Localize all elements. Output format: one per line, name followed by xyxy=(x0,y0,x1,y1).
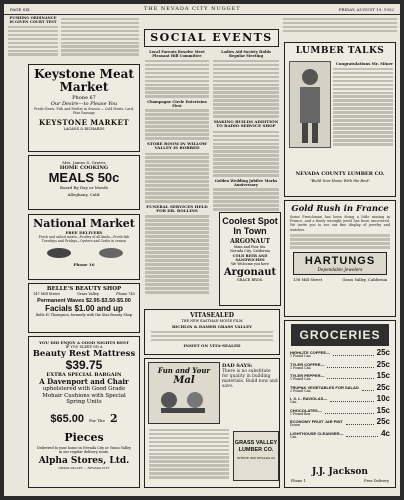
cartoon-title: Fun and Your xyxy=(157,366,211,375)
grocery-item-unit: 1 Pound Can xyxy=(290,365,311,370)
grocery-item-name: ECONOMY FRUIT JAR PINT xyxy=(290,419,343,424)
ad-title: BELLE'S BEAUTY SHOP xyxy=(46,286,122,292)
newspaper-page xyxy=(4,4,400,496)
article-text xyxy=(8,26,58,56)
ad-title: VITASEALED xyxy=(190,312,234,319)
dad-says xyxy=(222,363,278,389)
headline: Champagne Circle Entertains First xyxy=(147,99,207,108)
dad-says-body: There is no substitute for quality in building materials. Build now and save. xyxy=(222,369,278,389)
leader-dots xyxy=(325,407,374,414)
ad-body: upholstered with Good Grade Mohair Cushions with Special Spring Units xyxy=(42,386,126,405)
ad-store-name: J.J. Jackson xyxy=(312,467,368,477)
hartungs-ad xyxy=(284,200,396,317)
grocery-item xyxy=(290,360,390,370)
grocery-item xyxy=(290,417,390,427)
grocery-price-list xyxy=(285,348,395,439)
argonaut-ad xyxy=(219,212,281,306)
article-text xyxy=(61,18,139,56)
article-text xyxy=(145,215,209,293)
vitasealed-ad xyxy=(144,309,280,355)
ad-board-line: Board By Day or Month xyxy=(60,185,108,190)
leader-dots xyxy=(327,361,373,368)
ad-special: EXTRA SPECIAL BARGAIN xyxy=(46,372,122,378)
grocery-item-unit: Can xyxy=(290,434,297,439)
grocery-item xyxy=(290,383,390,393)
ad-city: Alleghany, Calif. xyxy=(67,192,101,197)
ad-city: Grass Valley, California xyxy=(342,276,387,282)
grocery-item-name: HIGHLITE COFFEE— xyxy=(290,350,330,355)
ad-davenport: A Davenport and Chair xyxy=(39,377,129,386)
ad-subtitle: THE NEW EASTMAN MOVIE FILM xyxy=(181,319,243,323)
grocery-item-price: 10c xyxy=(376,394,390,403)
headline: MAKING BUILDS ADDITION TO RADIO SERVICE SHOP xyxy=(213,118,279,129)
ad-phone: Phone 1 xyxy=(291,479,306,483)
ad-title: Gold Rush in France xyxy=(291,204,389,214)
grocery-item xyxy=(290,406,390,416)
ad-city: Nevada City, California xyxy=(230,249,270,253)
grocery-item-name: TYLER COFFEE— xyxy=(290,361,325,367)
leader-dots xyxy=(346,418,374,425)
article-text xyxy=(283,18,397,32)
headline: FUNERAL SERVICES HELD FOR DR. ROLLINS xyxy=(146,203,208,214)
ad-address: Main and Pine Sts. xyxy=(233,245,267,249)
article-text xyxy=(213,131,279,177)
beauty-shop-ad xyxy=(28,283,140,333)
ad-title: Coolest Spot In Town xyxy=(222,216,278,236)
ad-offer: COLD BEER AND SANDWICHES xyxy=(232,254,268,262)
ad-tagline: Our Desire—to Please You xyxy=(50,101,118,107)
lumber-sign xyxy=(233,431,279,481)
headline: Ladies Aid Society Holds Regular Meeting xyxy=(221,50,271,58)
ad-price-2: $65.00 xyxy=(50,412,85,425)
page-header xyxy=(4,4,400,15)
lumber-talks-ad xyxy=(284,42,396,197)
headline: Local Parents Resolve Meet Pleasant Hill Committee xyxy=(149,50,205,58)
grocery-item-unit: 1 Pound Can xyxy=(290,377,311,381)
ad-owner-name: Mrs. James S. Graves xyxy=(62,160,106,165)
ad-footer xyxy=(291,479,389,483)
ad-phone: Phone 16 xyxy=(73,262,95,268)
grocery-item-price: 25c xyxy=(376,382,390,392)
dad-says-title: DAD SAYS: xyxy=(222,363,253,369)
ad-title: National Market xyxy=(33,217,135,230)
ad-meals-price: MEALS 50c xyxy=(48,170,120,185)
grocery-item-price: 15c xyxy=(376,371,390,380)
masthead: THE NEVADA CITY NUGGET xyxy=(144,6,241,12)
ad-subtitle: HOME COOKING xyxy=(59,165,109,171)
ad-lead: YOU DID ENJOY A GOOD NIGHTS REST xyxy=(39,340,129,345)
ad-name: ARGONAUT xyxy=(230,238,270,245)
ad-city: Grass Valley xyxy=(77,292,99,296)
jeweler-logo xyxy=(293,252,387,275)
ad-insist: INSIST ON VITA-SEALED xyxy=(183,342,241,348)
ad-text xyxy=(285,234,395,248)
ad-address: 138 Mill Street xyxy=(293,276,323,282)
ad-body: Fresh and salted meats—Poultry of all kinds—Fresh fish Tuesdays and Fridays—Oysters and Crabs in season xyxy=(38,235,130,243)
livestock-illustration xyxy=(29,244,140,262)
ad-phone: Phone 67 xyxy=(72,95,96,101)
ad-store-sub: GRASS VALLEY — NEVADA CITY xyxy=(58,465,110,470)
lumber-text xyxy=(333,61,393,147)
ad-lead-2: IF YOU SLEEP ON A xyxy=(65,345,103,349)
ad-body: Fresh Meats, Fish and Poultry in Season — Cold Meats, Lard, Fine Sausage xyxy=(34,107,134,115)
grocery-item-name: TYLER PEPPER— xyxy=(290,373,325,378)
grocery-item xyxy=(290,394,390,404)
grocery-item-unit: 2 Pound Can xyxy=(290,388,311,393)
cartoon-illustration xyxy=(149,386,217,414)
ad-permanent-waves: Permanent Waves $2.95-$3.50-$5.00 xyxy=(37,298,131,304)
ad-store-name: KEYSTONE MARKET xyxy=(38,118,130,128)
ad-text xyxy=(145,331,279,341)
article-text xyxy=(213,60,279,118)
leader-dots xyxy=(330,395,373,402)
groceries-ad xyxy=(284,320,396,488)
keystone-meat-market-ad xyxy=(28,64,140,152)
news-column-left-2 xyxy=(61,16,139,57)
ad-free-delivery: FREE DELIVERY xyxy=(65,230,103,235)
headline: STORE ROOM IN WILLOW VALLEY IS ROBBED xyxy=(146,140,208,151)
ad-address-row xyxy=(29,292,139,296)
leader-dots xyxy=(362,384,374,391)
cartoon-word: Mal xyxy=(173,375,195,386)
jeweler-name: HARTUNGS xyxy=(304,254,376,267)
ad-phone: Phone 740 xyxy=(116,292,135,296)
grass-valley-lumber-ad xyxy=(144,358,280,488)
jeweler-tagline: Dependable Jewelers xyxy=(317,266,363,272)
article-text xyxy=(145,60,209,98)
ad-store-line: RICHLIN & DAMER GRASS VALLEY xyxy=(171,324,252,329)
groceries-banner xyxy=(291,324,389,346)
social-events-banner xyxy=(144,29,279,47)
lumber-subtitle: Congratulations Mr. Miner xyxy=(335,61,393,66)
grocery-item-unit: 1 Pound Box xyxy=(290,411,311,416)
grocery-item-unit: Can xyxy=(290,400,297,404)
headline: Golden Wedding Jubilee Marks Anniversary xyxy=(214,178,278,187)
ad-for-the: For The xyxy=(89,417,105,423)
ad-address: 147 Mill Street xyxy=(33,292,60,296)
grocery-item-price: 25c xyxy=(376,417,390,426)
sign-name: GRASS VALLEY LUMBER CO. xyxy=(234,440,278,453)
social-column-1 xyxy=(145,50,209,295)
ad-owner: GRACE BROS. xyxy=(236,278,264,282)
ad-note: Belle H. Thompson, formerly with the Star Beauty Shop xyxy=(35,313,133,317)
grocery-item-name: I. X. L. RAVIOLAS— xyxy=(290,396,328,401)
article-text xyxy=(145,109,209,139)
grocery-item-price: 25c xyxy=(376,359,390,369)
ad-address-row xyxy=(285,275,395,284)
grocery-item-unit: Dozen xyxy=(290,423,301,427)
ad-text xyxy=(149,427,229,480)
ad-welcome: We Welcome you here xyxy=(231,262,269,266)
ad-product: Beauty Rest Mattress xyxy=(32,349,136,359)
ad-free-delivery: Free Delivery xyxy=(364,479,389,483)
lumber-illustration xyxy=(289,61,331,148)
issue-date: FRIDAY, AUGUST 19, 1932 xyxy=(338,7,394,12)
sign-phone: PHONE 999 NEVADA 60 xyxy=(237,456,275,460)
grocery-item xyxy=(290,429,390,439)
alpha-stores-ad xyxy=(28,336,140,488)
grocery-item xyxy=(290,371,390,381)
article-text xyxy=(145,153,209,203)
leader-dots xyxy=(346,430,378,437)
headline: PUSHING ORDINANCE IS GIVEN COURT TEST xyxy=(9,16,57,24)
article-text xyxy=(213,188,279,210)
ad-pieces: 2 Pieces xyxy=(64,411,118,444)
national-market-ad xyxy=(28,214,140,280)
ad-price: $39.75 xyxy=(65,358,103,372)
grocery-item-name: CHOCOLATES— xyxy=(290,407,322,413)
ad-delivery-note: Delivered to your home in Nevada City or Grass Valley in our regular delivery route. xyxy=(37,445,131,454)
banner-title: GROCERIES xyxy=(299,328,381,342)
ad-offer-row xyxy=(29,407,139,445)
ad-body: Some Frenchman has been doing a little mining in France, and a finely wrought jewel has been uncovered. We invite you to see our fine display of jewelry and watches. xyxy=(290,215,390,232)
ad-brand: Argonaut xyxy=(223,267,277,278)
home-cooking-ad xyxy=(28,155,140,210)
ad-store-name: Alpha Stores, Ltd. xyxy=(38,455,130,466)
section-title: SOCIAL EVENTS xyxy=(150,31,273,44)
grocery-item-price: 4c xyxy=(381,428,390,438)
ad-title: LUMBER TALKS xyxy=(295,46,385,56)
grocery-item-name: TRUPAK VEGETABLES FOR SALAD xyxy=(290,384,359,390)
social-column-2 xyxy=(213,50,279,212)
news-column-right xyxy=(283,16,397,34)
ad-title: Keystone Meat Market xyxy=(34,67,134,94)
page-number: PAGE SIX xyxy=(10,7,30,12)
grocery-item-price: 15c xyxy=(376,405,390,415)
ad-owner: LAGANS & RICHARDS xyxy=(63,127,105,132)
article-text xyxy=(333,68,393,146)
leader-dots xyxy=(333,349,374,356)
news-column-left xyxy=(8,16,58,57)
ad-facials: Facials $1.00 and up xyxy=(45,304,123,313)
ad-slogan: "Build Your Home With the Best" xyxy=(309,179,371,183)
grocery-item-unit: 1 Pound Can xyxy=(290,354,311,358)
grocery-item-price: 25c xyxy=(376,348,390,357)
ad-company: NEVADA COUNTY LUMBER CO. xyxy=(295,171,385,177)
leader-dots xyxy=(327,372,373,379)
cartoon-panel xyxy=(148,362,220,424)
grocery-item-name: LIGHTHOUSE CLEANSER— xyxy=(290,430,344,436)
grocery-item xyxy=(290,348,390,358)
figure-illustration xyxy=(290,62,330,147)
